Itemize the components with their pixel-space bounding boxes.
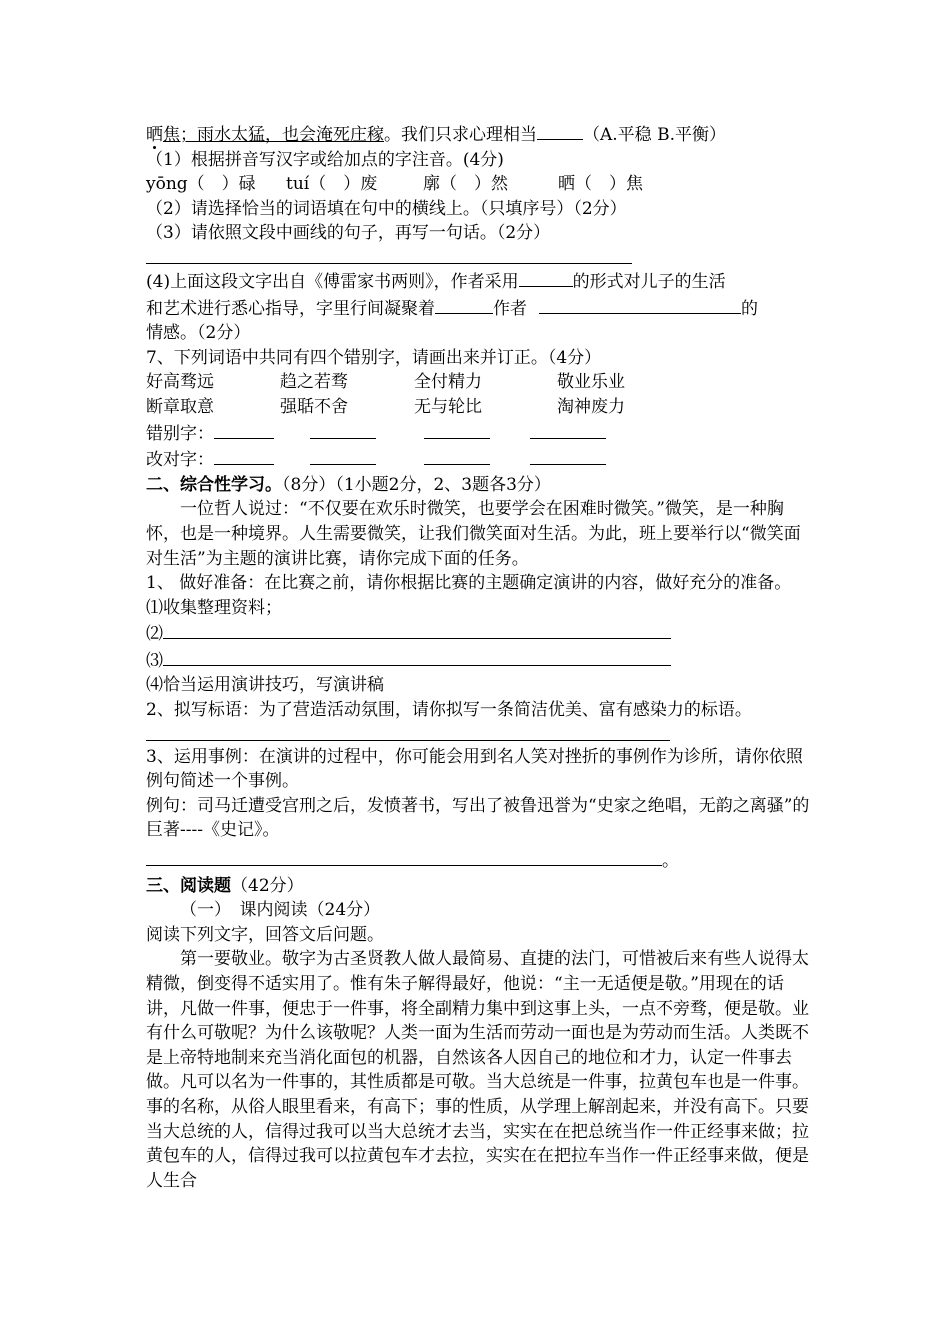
q6-sub4-line2 [146,295,816,322]
answer-blank[interactable] [214,446,274,465]
q7-word-row [146,395,816,420]
word-item: 好高骛远 [146,372,214,393]
section3-instruction: 阅读下列文字，回答文后问题。 [146,924,384,945]
answer-line[interactable] [146,723,670,741]
q7-wrong-row [146,420,816,447]
section2-intro: 一位哲人说过：“不仅要在欢乐时微笑，也要学会在困难时微笑。”微笑，是一种胸怀，也是一种境界。人生需要微笑，让我们微笑面对生活。为此，班上要举行以“微笑面对生活”为主题的演讲比赛，请你完成下面的任务。 [146,499,801,569]
q6-sub4-line3: 情感。（2分） [146,323,251,344]
q6-sub4-line1 [146,268,816,295]
answer-blank[interactable] [163,620,671,639]
section2-step3 [146,647,816,674]
pinyin-item: yōng（ ）碌 [146,174,256,195]
q6-sub3: （3）请依照文段中画线的句子，再写一句话。（2分） [146,223,551,244]
section2-example: 例句：司马迁遭受宫刑之后，发愤著书，写出了被鲁迅誉为“史家之绝唱，无韵之离骚”的巨著----《史记》。 [146,795,810,841]
q6-sub2: （2）请选择恰当的词语填在句中的横线上。（只填序号）（2分） [146,198,627,219]
section2-score: （8分）（1小题2分，2、3题各3分） [282,474,551,495]
step-number: ⑶ [146,650,163,671]
q6-sub4-text: 和艺术进行悉心指导，字里行间凝聚着 [146,298,435,319]
q6-blank[interactable] [537,121,583,140]
pinyin-item: 晒（ ）焦 [558,174,643,195]
wrong-label: 错别字： [146,423,214,444]
word-item: 全付精力 [414,372,482,393]
word-item: 强聒不舍 [280,396,348,417]
q6-sub1: （1）根据拼音写汉字或给加点的字注音。(4分) [146,149,504,170]
word-item: 断章取意 [146,396,214,417]
section2-step4: ⑷恰当运用演讲技巧，写演讲稿 [146,675,384,696]
answer-blank[interactable] [530,420,606,439]
exam-page [146,121,816,1193]
word-item: 敬业乐业 [557,372,625,393]
q6-sub4-text: 的形式对儿子的生活 [572,271,726,292]
section2-item1: 1、 做好准备：在比赛之前，请你根据比赛的主题确定演讲的内容，做好充分的准备。 [146,573,792,594]
answer-blank[interactable] [519,268,573,287]
section2-item2: 2、拟写标语：为了营造活动氛围，请你拟写一条简洁优美、富有感染力的标语。 [146,700,752,721]
word-item: 趋之若骛 [280,372,348,393]
pinyin-item: 廓（ ）然 [423,174,508,195]
section2-heading-row [146,473,816,498]
answer-blank[interactable] [310,446,376,465]
answer-blank[interactable] [146,847,662,866]
q7-word-row [146,370,816,395]
q6-sub4-text: 作者 [493,298,527,319]
word-item: 无与轮比 [414,396,482,417]
right-label: 改对字： [146,450,214,471]
q7-title: 7、下列词语中共同有四个错别字，请画出来并订正。（4分） [146,347,602,368]
section3-score: （42分） [231,875,304,896]
answer-blank[interactable] [530,446,606,465]
section3-heading-row [146,874,816,899]
q6-dotted-char: 晒 [146,125,163,145]
q6-pinyin-row [146,172,816,197]
q6-passage-tail [146,121,816,148]
reading-passage: 第一要敬业。敬字为古圣贤教人做人最简易、直捷的法门，可惜被后来有些人说得太精微，倒变得不适实用了。惟有朱子解得最好，他说：“主一无适便是敬。”用现在的话讲，凡做一件事，便忠于一件事，将全副精力集中到这事上头，一点不旁骛，便是敬。业有什么可敬呢？为什么该敬呢？人类一面为生活而劳动一面也是为劳动而生活。人类既不是上帝特地制来充当消化面包的机器，自然该各人因自己的地位和才力，认定一件事去做。凡可以名为一件事的，其性质都是可敬。当大总统是一件事，拉黄包车也是一件事。事的名称，从俗人眼里看来，有高下；事的性质，从学理上解剖起来，并没有高下。只要当大总统的人，信得过我可以当大总统才去当，实实在在把总统当作一件正经事来做；拉黄包车的人，信得过我可以拉黄包车才去拉，实实在在把拉车当作一件正经事来做，便是人生合 [146,949,809,1191]
section2-item3: 3、运用事例：在演讲的过程中，你可能会用到名人笑对挫折的事例作为诊所，请你依照例句简述一个事例。 [146,746,803,792]
answer-blank[interactable] [424,420,490,439]
section2-step2 [146,620,816,647]
pinyin-item: tuí（ ）废 [286,174,378,195]
answer-blank[interactable] [310,420,376,439]
answer-blank[interactable] [214,420,274,439]
answer-blank[interactable] [163,647,671,666]
section3-subheading: （一） 课内阅读（24分） [180,900,381,921]
end-mark: 。 [662,851,679,872]
step-number: ⑵ [146,624,163,645]
q6-options: （A.平稳 B.平衡） [583,125,726,145]
q7-right-row [146,446,816,473]
q6-underlined-sentence: 焦；雨水太猛，也会淹死庄稼 [163,125,384,145]
answer-blank[interactable] [539,295,741,314]
word-item: 淘神废力 [557,396,625,417]
answer-blank[interactable] [424,446,490,465]
answer-line[interactable] [146,246,632,264]
q6-sub4-text: (4)上面这段文字出自《傅雷家书两则》，作者采用 [146,271,519,292]
q6-passage-text: 。我们只求心理相当 [384,125,537,145]
section3-heading: 三、阅读题 [146,875,231,896]
q6-sub4-text: 的 [741,298,758,319]
section2-step1: ⑴收集整理资料； [146,597,282,618]
section2-answer-row [146,847,816,874]
answer-blank[interactable] [435,295,493,314]
section2-heading: 二、综合性学习。 [146,474,282,495]
